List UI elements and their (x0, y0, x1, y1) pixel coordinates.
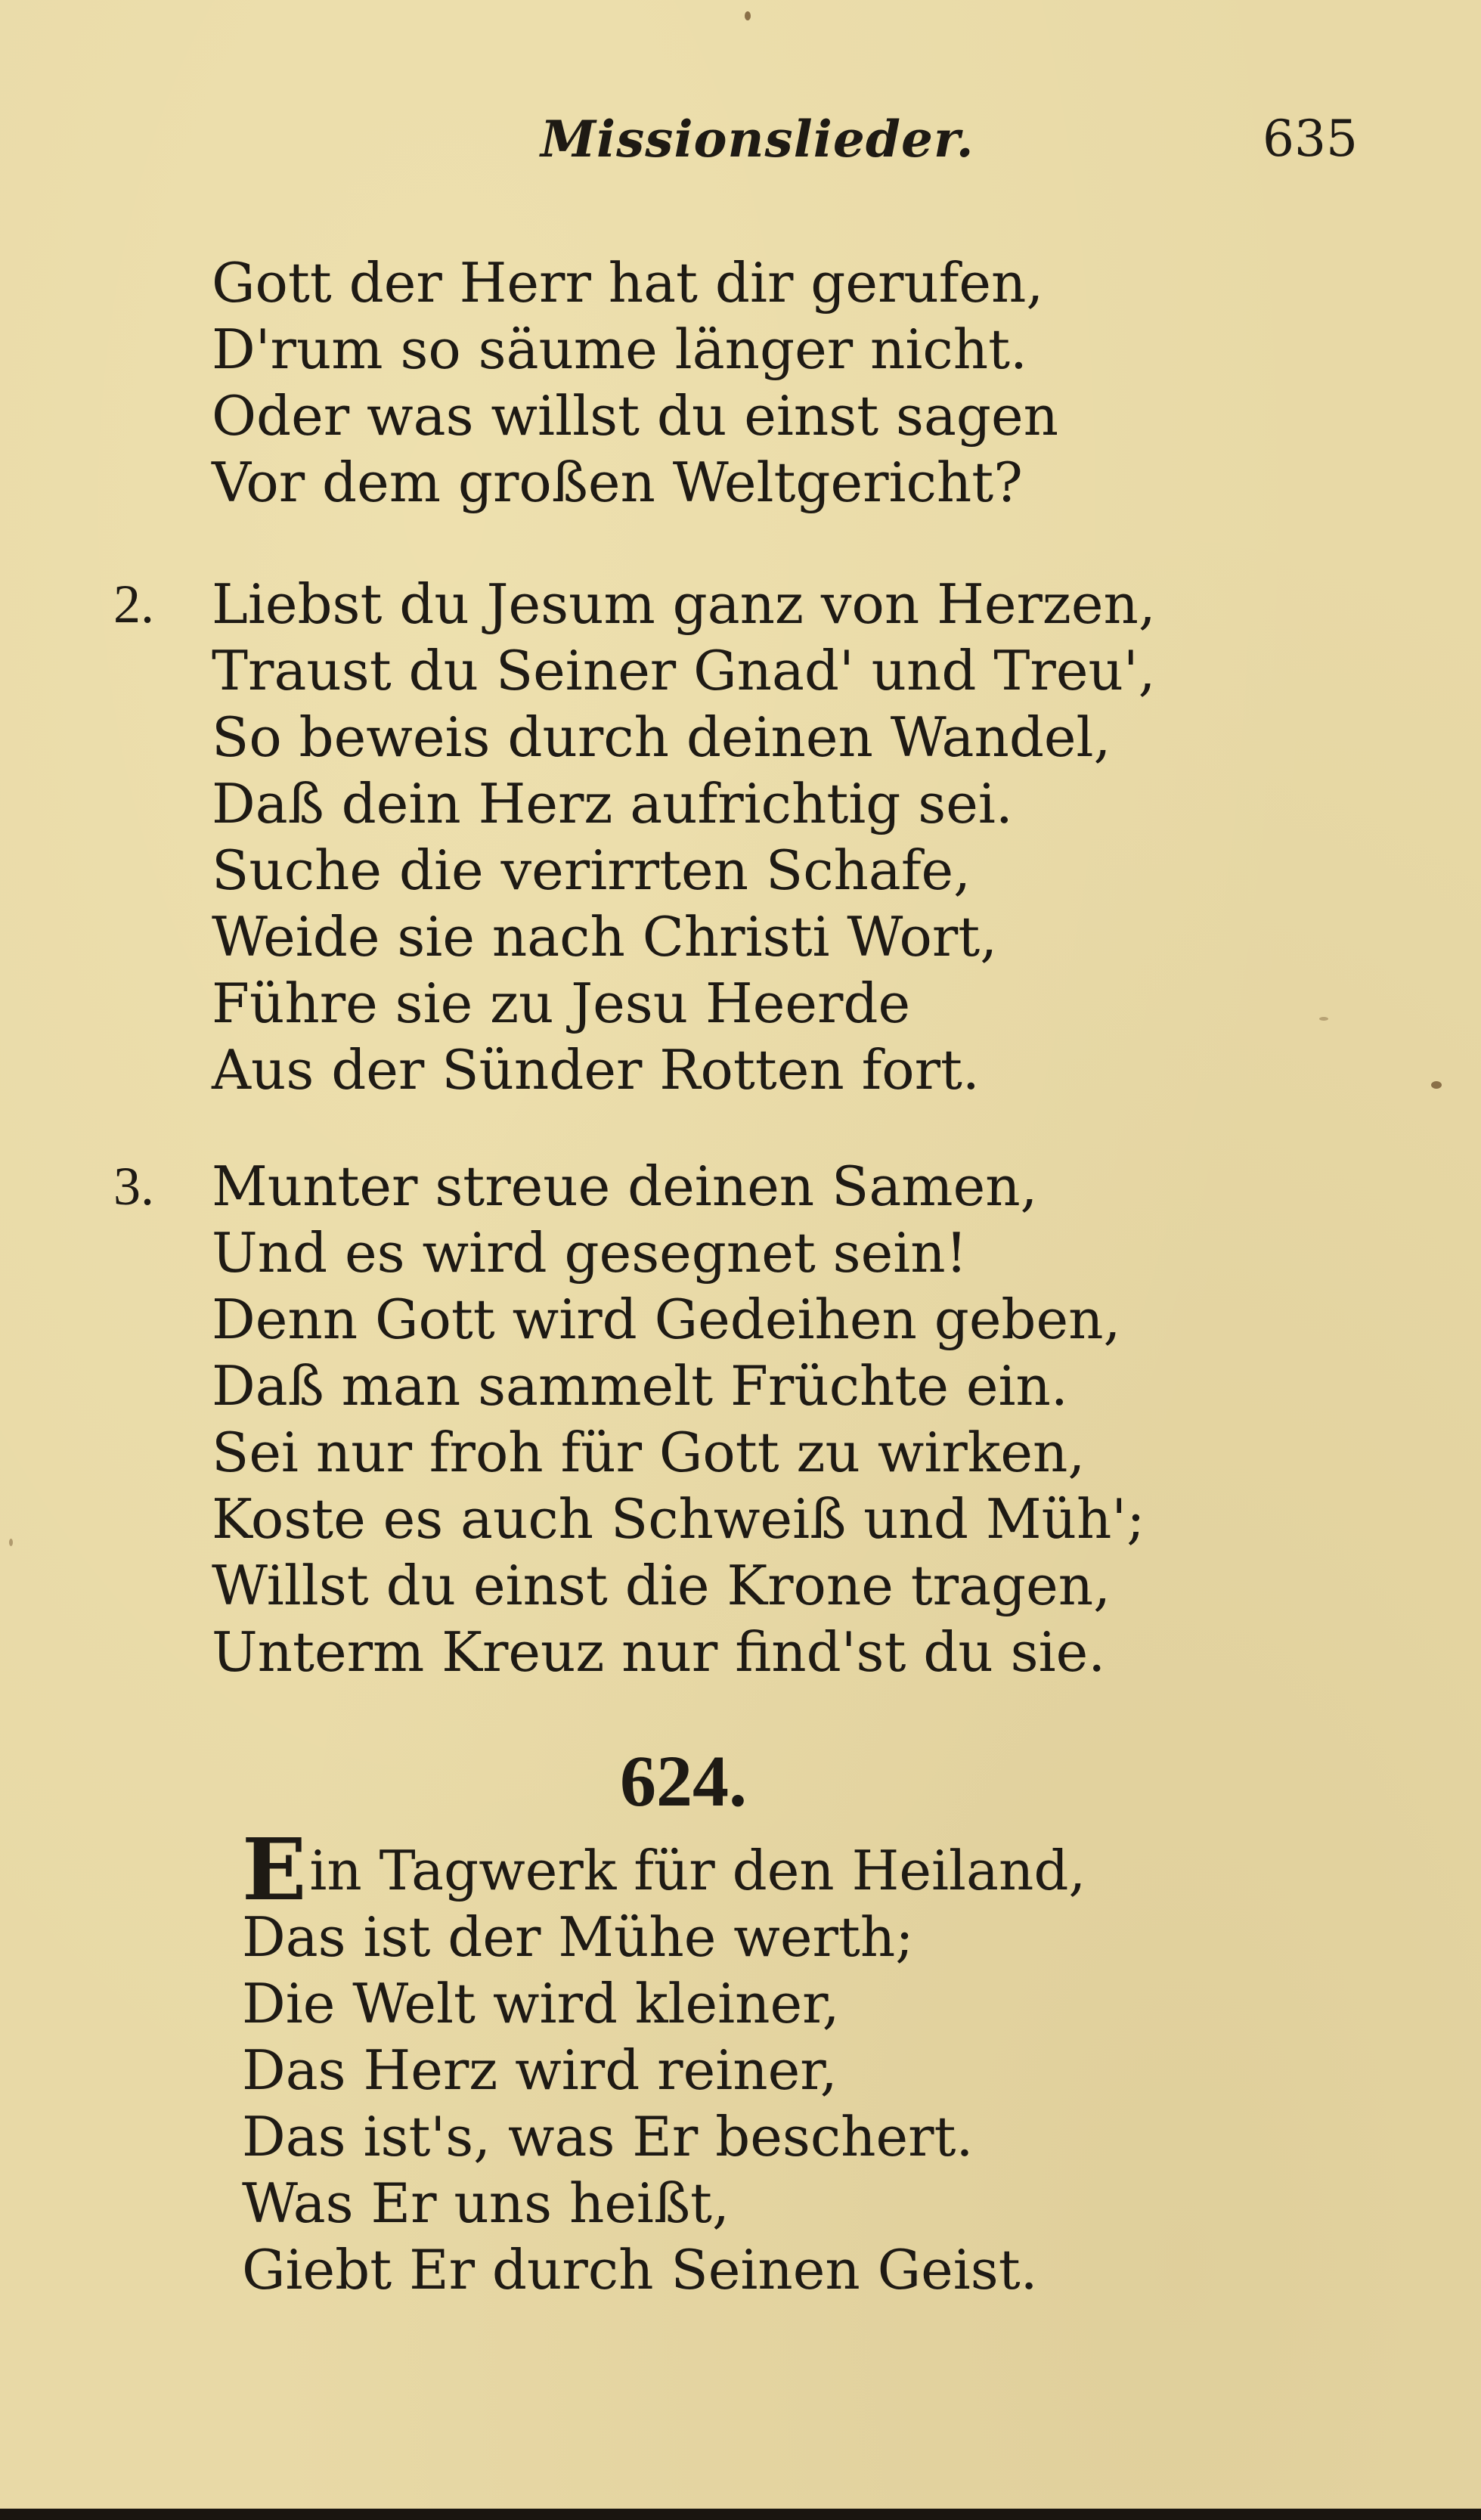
verse-line: Munter streue deinen Samen, (212, 1155, 1038, 1218)
verse-line: Aus der Sünder Rotten fort. (212, 1038, 980, 1102)
verse-line: Die Welt wird kleiner, (242, 1972, 840, 2035)
first-line-text: in Tagwerk für den Heiland, (309, 1839, 1086, 1902)
verse-line: Traust du Seiner Gnad' und Treu', (212, 639, 1156, 702)
verse-line: Willst du einst die Krone tragen, (212, 1554, 1111, 1617)
verse-line: Gott der Herr hat dir gerufen, (212, 251, 1044, 315)
verse-line: Unterm Kreuz nur find'st du sie. (212, 1620, 1106, 1684)
drop-cap: E (242, 1821, 307, 1920)
paper-speck (9, 1539, 13, 1546)
stanza-lines (212, 571, 1156, 1103)
paper-speck (1319, 1017, 1328, 1021)
hymn-number: 624. (620, 1740, 747, 1821)
verse-line: Und es wird gesegnet sein! (212, 1221, 968, 1285)
verse-line: Das ist's, was Er beschert. (242, 2105, 974, 2168)
verse-line: Daß man sammelt Früchte ein. (212, 1354, 1068, 1418)
verse-line: Das Herz wird reiner, (242, 2038, 838, 2102)
verse-line: D'rum so säume länger nicht. (212, 318, 1027, 381)
page-bottom-edge (0, 2509, 1481, 2520)
running-header-title: Missionslieder. (541, 110, 974, 169)
verse-line: Was Er uns heißt, (242, 2171, 730, 2235)
verse-line: Giebt Er durch Seinen Geist. (242, 2238, 1038, 2301)
paper-speck (745, 11, 751, 20)
verse-line: Liebst du Jesum ganz von Herzen, (212, 572, 1156, 636)
verse-line: Suche die verirrten Schafe, (212, 838, 971, 902)
stanza-lines (212, 250, 1058, 516)
stanza-lines (212, 1153, 1145, 1685)
verse-line: So beweis durch deinen Wandel, (212, 705, 1111, 769)
stanza-number: 2. (113, 574, 154, 634)
verse-line: Weide sie nach Christi Wort, (212, 905, 998, 969)
verse-line: Führe sie zu Jesu Heerde (212, 972, 911, 1035)
verse-line: Oder was willst du einst sagen (212, 384, 1058, 448)
stanza-number: 3. (113, 1156, 154, 1217)
first-verse-line (242, 1821, 1086, 1920)
verse-line: Koste es auch Schweiß und Müh'; (212, 1487, 1145, 1551)
verse-line: Sei nur froh für Gott zu wirken, (212, 1421, 1086, 1484)
verse-line: Vor dem großen Weltgericht? (212, 451, 1023, 514)
verse-line: Das ist der Mühe werth; (242, 1905, 914, 1969)
page-number: 635 (1263, 110, 1358, 168)
hymn-624-stanza (242, 1821, 1086, 2303)
verse-line: Daß dein Herz aufrichtig sei. (212, 772, 1013, 835)
paper-speck (1431, 1081, 1442, 1089)
verse-line: Denn Gott wird Gedeihen geben, (212, 1288, 1121, 1351)
